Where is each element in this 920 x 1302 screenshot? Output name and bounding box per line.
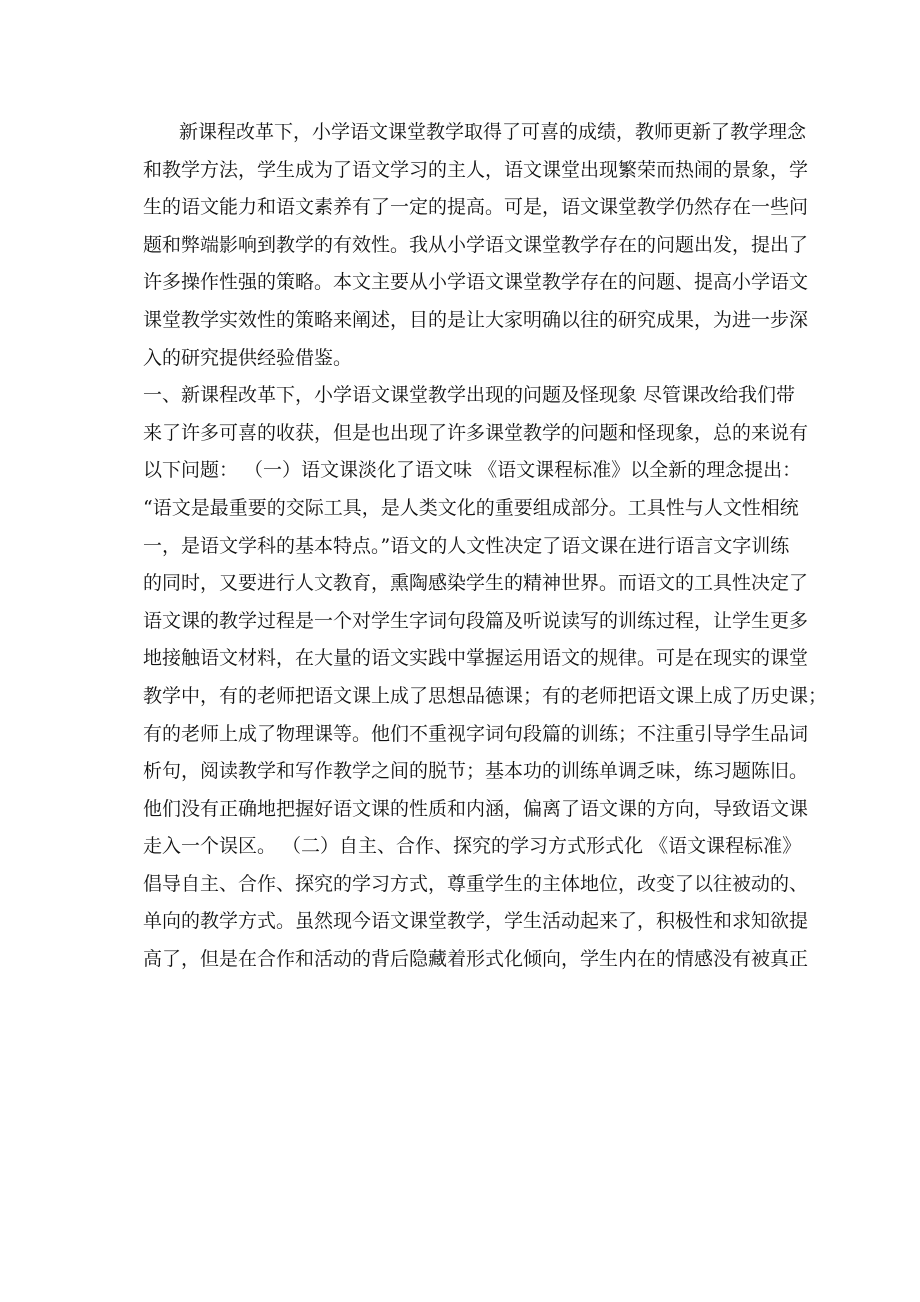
text-line: 单向的教学方式。虽然现今语文课堂教学，学生活动起来了，积极性和求知欲提 — [143, 910, 809, 933]
text-line: 一，是语文学科的基本特点。”语文的人文性决定了语文课在进行语言文字训练 — [143, 534, 790, 557]
text-line: 高了，但是在合作和活动的背后隐藏着形式化倾向，学生内在的情感没有被真正 — [143, 948, 809, 971]
text-line: 的同时，又要进行人文教育，熏陶感染学生的精神世界。而语文的工具性决定了 — [143, 572, 809, 595]
text-line: 析句，阅读教学和写作教学之间的脱节；基本功的训练单调乏味，练习题陈旧。 — [143, 760, 809, 783]
text-line: 倡导自主、合作、探究的学习方式，尊重学生的主体地位，改变了以往被动的、 — [143, 872, 809, 895]
body-text — [143, 114, 828, 979]
text-line: 他们没有正确地把握好语文课的性质和内涵，偏离了语文课的方向，导致语文课 — [143, 797, 809, 820]
text-line: 有的老师上成了物理课等。他们不重视字词句段篇的训练；不注重引导学生品词 — [143, 722, 809, 745]
text-line: 和教学方法，学生成为了语文学习的主人，语文课堂出现繁荣而热闹的景象，学 — [143, 158, 809, 181]
text-line: 以下问题： （一）语文课淡化了语文味 《语文课程标准》以全新的理念提出： — [143, 459, 802, 482]
text-line: 课堂教学实效性的策略来阐述，目的是让大家明确以往的研究成果，为进一步深 — [143, 308, 809, 331]
text-line: 来了许多可喜的收获，但是也出现了许多课堂教学的问题和怪现象，总的来说有 — [143, 421, 809, 444]
section-heading-line: 一、新课程改革下，小学语文课堂教学出现的问题及怪现象 尽管课改给我们带 — [143, 384, 796, 407]
text-line: 题和弊端影响到教学的有效性。我从小学语文课堂教学存在的问题出发，提出了 — [143, 233, 809, 256]
text-line: 教学中，有的老师把语文课上成了思想品德课；有的老师把语文课上成了历史课； — [143, 684, 828, 707]
text-line: “语文是最重要的交际工具，是人类文化的重要组成部分。工具性与人文性相统 — [143, 496, 799, 519]
text-line: 入的研究提供经验借鉴。 — [143, 346, 353, 369]
text-line: 许多操作性强的策略。本文主要从小学语文课堂教学存在的问题、提高小学语文 — [143, 271, 809, 294]
text-line: 语文课的教学过程是一个对学生字词句段篇及听说读写的训练过程，让学生更多 — [143, 609, 809, 632]
text-line: 生的语文能力和语文素养有了一定的提高。可是，语文课堂教学仍然存在一些问 — [143, 196, 809, 219]
text-line: 走入一个误区。 （二）自主、合作、探究的学习方式形式化 《语文课程标准》 — [143, 835, 802, 858]
text-line: 新课程改革下，小学语文课堂教学取得了可喜的成绩，教师更新了教学理念 — [179, 121, 807, 143]
text-line: 地接触语文材料，在大量的语文实践中掌握运用语文的规律。可是在现实的课堂 — [143, 647, 809, 670]
